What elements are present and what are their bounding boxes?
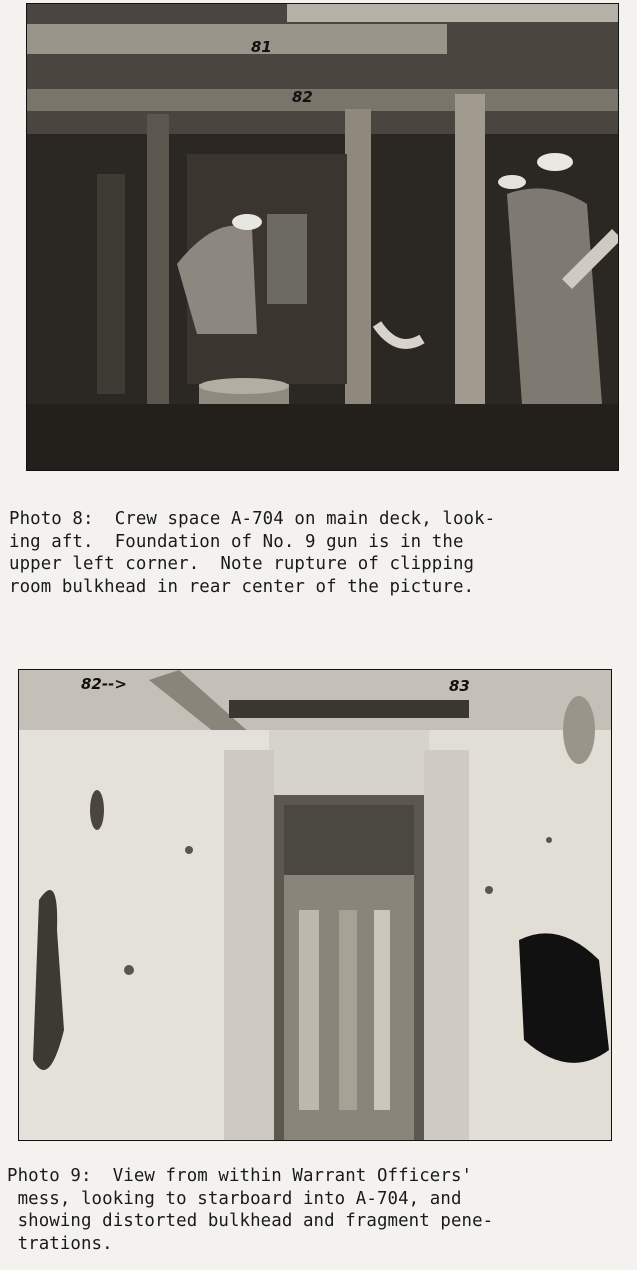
caption-line: upper left corner. Note rupture of clipping [9, 554, 475, 574]
photo-8-caption [9, 508, 495, 598]
frame-82-marker: 82 [292, 88, 313, 106]
photo-8-image [27, 4, 618, 470]
photo-9-warrant-officers-mess [18, 669, 612, 1141]
caption-line: room bulkhead in rear center of the picture. [9, 576, 475, 597]
photo-8-crew-space [26, 3, 619, 471]
photo-9-image [19, 670, 611, 1140]
frame-83-marker: 83 [449, 677, 470, 695]
caption-line: trations. [7, 1233, 113, 1254]
caption-line: showing distorted bulkhead and fragment pene- [7, 1211, 494, 1231]
frame-82-arrow-marker: 82--> [81, 675, 127, 693]
frame-81-marker: 81 [251, 38, 272, 56]
caption-line: ing aft. Foundation of No. 9 gun is in the [9, 531, 464, 552]
caption-line: mess, looking to starboard into A-704, and [7, 1188, 462, 1209]
photo-9-caption [7, 1165, 493, 1255]
caption-line: Photo 9: View from within Warrant Officers' [7, 1166, 473, 1186]
caption-line: Photo 8: Crew space A-704 on main deck, look- [9, 509, 496, 529]
